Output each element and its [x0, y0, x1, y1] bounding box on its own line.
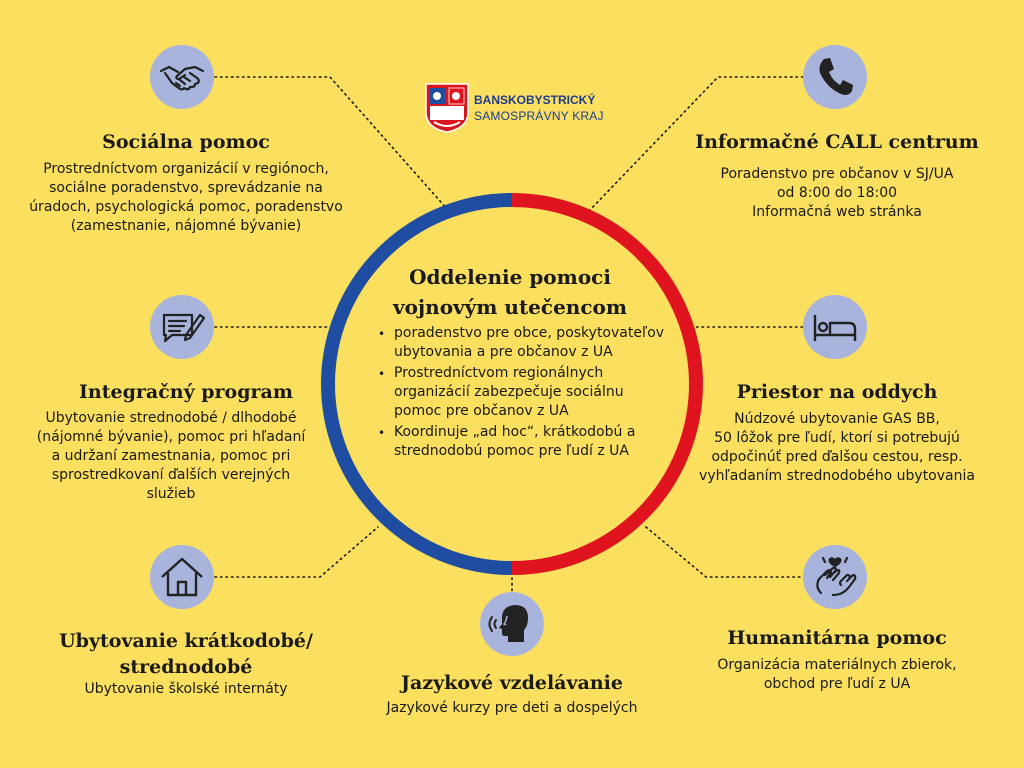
- region-logo: [424, 82, 624, 138]
- desc-humanitarian: Organizácia materiálnych zbierok, obchod pre ľudí z UA: [717, 657, 957, 692]
- helping-hands-icon: [803, 545, 867, 609]
- handshake-icon: [150, 45, 214, 109]
- phone-icon: [803, 45, 867, 109]
- desc-social: Prostredníctvom organizácií v regiónoch, sociálne poradenstvo, sprevádzanie na úradoch, psychologická pomoc, poradenstvo (zamestnanie, nájomné bývanie): [29, 161, 343, 234]
- coat-of-arms-icon: [424, 82, 470, 134]
- logo-line-2: SAMOSPRÁVNY KRAJ: [474, 109, 604, 123]
- desc-call: Poradenstvo pre občanov v SJ/UA od 8:00 do 18:00 Informačná web stránka: [720, 166, 954, 220]
- speaking-head-icon: [480, 592, 544, 656]
- form-pencil-icon: [150, 295, 214, 359]
- desc-integration: Ubytovanie strednodobé / dlhodobé (nájomné bývanie), pomoc pri hľadaní a udržaní zamestnania, pomoc pri sprostredkovaní ďalších verejných služieb: [36, 410, 306, 502]
- center-list-item: • Prostredníctvom regionálnych organizácií zabezpečuje sociálnu pomoc pre občanov z UA: [378, 365, 624, 419]
- title-housing: Ubytovanie krátkodobé/ strednodobé: [59, 630, 313, 678]
- desc-language: Jazykové kurzy pre deti a dospelých: [386, 700, 638, 716]
- desc-rest: Núdzové ubytovanie GAS BB, 50 lôžok pre ľudí, ktorí si potrebujú odpočinúť pred ďalšou cestou, resp. vyhľadaním strednodobého ubytovania: [699, 411, 975, 484]
- title-rest: Priestor na oddych: [736, 381, 938, 403]
- connector-housing: [215, 527, 378, 577]
- center-list: [374, 324, 674, 463]
- center-list-item: • poradenstvo pre obce, poskytovateľov ubytovania a pre občanov z UA: [378, 325, 665, 360]
- connector-humanitarian: [646, 527, 803, 577]
- center-list-item: • Koordinuje „ad hoc“, krátkodobú a strednodobú pomoc pre ľudí z UA: [378, 424, 636, 459]
- title-social: Sociálna pomoc: [102, 131, 270, 153]
- house-icon: [150, 545, 214, 609]
- desc-housing: Ubytovanie školské internáty: [84, 681, 288, 697]
- title-humanitarian: Humanitárna pomoc: [727, 627, 947, 649]
- center-title: [380, 262, 640, 322]
- logo-line-1: BANSKOBYSTRICKÝ: [474, 93, 596, 107]
- title-integration: Integračný program: [79, 381, 293, 403]
- center-title-line-1: Oddelenie pomoci: [409, 265, 611, 289]
- title-call: Informačné CALL centrum: [695, 131, 979, 153]
- bed-icon: [803, 295, 867, 359]
- title-language: Jazykové vzdelávanie: [401, 672, 623, 694]
- center-title-line-2: vojnovým utečencom: [392, 295, 628, 319]
